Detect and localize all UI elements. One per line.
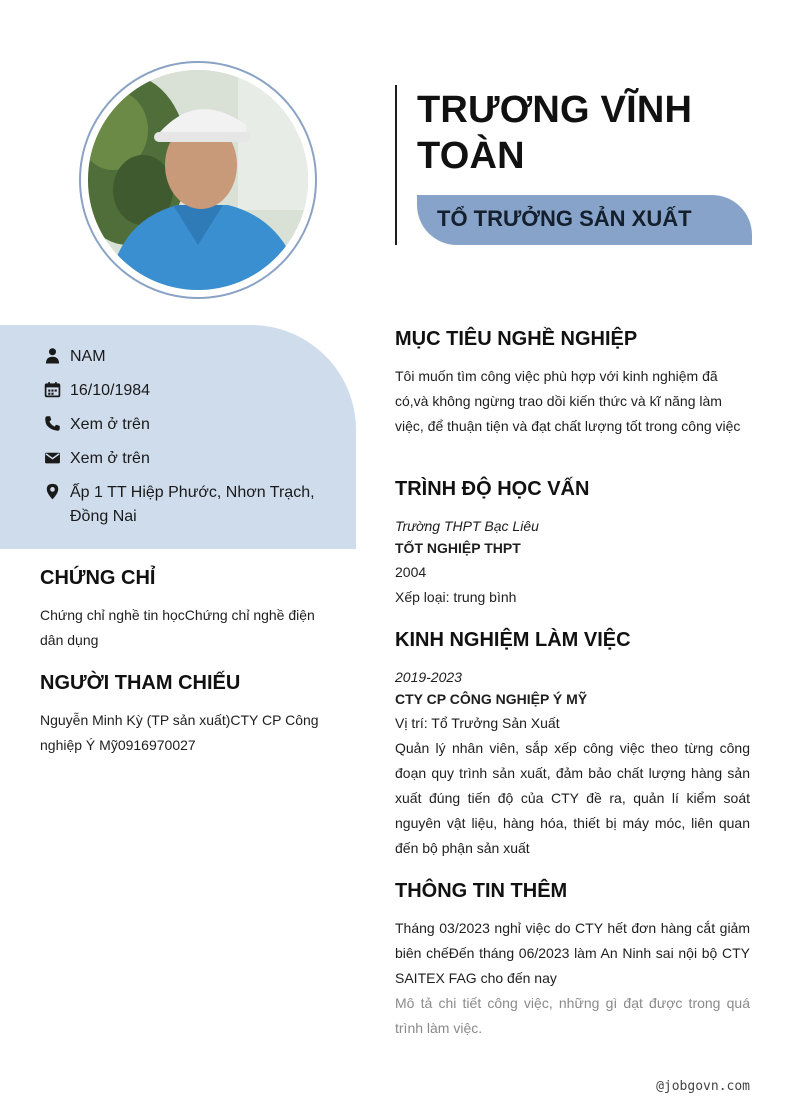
email-value: Xem ở trên [70, 450, 150, 467]
education-school: Trường THPT Bạc Liêu [395, 518, 539, 534]
gender-value: NAM [70, 348, 106, 365]
mail-icon [44, 449, 61, 466]
phone-icon [44, 415, 61, 432]
experience-company: CTY CP CÔNG NGHIỆP Ý MỸ [395, 691, 588, 707]
location-pin-icon [44, 483, 61, 500]
experience-heading: KINH NGHIỆM LÀM VIỆC [395, 629, 631, 651]
address-value: Ấp 1 TT Hiệp Phước, Nhơn Trạch, Đồng Nai [70, 484, 315, 525]
candidate-name: TRƯƠNG VĨNH TOÀN [417, 89, 693, 177]
experience-position: Vị trí: Tổ Trưởng Sản Xuất [395, 715, 560, 731]
objective-heading: MỤC TIÊU NGHỀ NGHIỆP [395, 328, 638, 350]
certificates-text: Chứng chỉ nghề tin họcChứng chỉ nghề điện dân dụng [40, 607, 315, 648]
additional-hint: Mô tả chi tiết công việc, những gì đạt được trong quá trình làm việc. [395, 995, 750, 1036]
certificates-heading: CHỨNG CHỈ [40, 567, 156, 589]
contact-email [44, 447, 320, 471]
job-title-badge [417, 195, 752, 245]
contact-gender [44, 345, 320, 369]
footer-watermark: @jobgovn.com [656, 1079, 750, 1094]
person-icon [44, 347, 61, 364]
job-title: TỔ TRƯỞNG SẢN XUẤT [437, 206, 692, 231]
education-heading: TRÌNH ĐỘ HỌC VẤN [395, 478, 590, 500]
birthday-value: 16/10/1984 [70, 382, 151, 399]
contact-address [44, 481, 320, 529]
education-degree: TỐT NGHIỆP THPT [395, 540, 521, 556]
avatar [88, 70, 308, 290]
calendar-icon [44, 381, 61, 398]
education-grade: Xếp loại: trung bình [395, 589, 517, 605]
objective-text: Tôi muốn tìm công việc phù hợp với kinh nghiệm đã có,và không ngừng trao dồi kiến thức và kĩ năng làm việc, để thuận tiện và đạt chất lượng tốt trong công việc [395, 368, 741, 434]
additional-heading: THÔNG TIN THÊM [395, 880, 568, 902]
avatar-photo [88, 70, 308, 290]
additional-text: Tháng 03/2023 nghỉ việc do CTY hết đơn hàng cắt giảm biên chếĐến tháng 06/2023 làm An Ninh sai nội bộ CTY SAITEX FAG cho đến nay [395, 920, 750, 986]
experience-description: Quản lý nhân viên, sắp xếp công việc theo từng công đoạn quy trình sản xuất, đảm bảo chất lượng hàng sản xuất đúng tiến độ của CTY đề ra, quản lí kiểm soát nguyên vật liệu, hàng hóa, thiết bị máy móc, liên quan đến bộ phận sản xuất [395, 740, 750, 856]
contact-phone [44, 413, 320, 437]
header-name-block [395, 85, 755, 245]
contact-birthday [44, 379, 320, 403]
phone-value: Xem ở trên [70, 416, 150, 433]
references-text: Nguyễn Minh Kỳ (TP sản xuất)CTY CP Công nghiệp Ý Mỹ0916970027 [40, 712, 319, 753]
references-heading: NGƯỜI THAM CHIẾU [40, 672, 241, 694]
experience-period: 2019-2023 [395, 669, 462, 685]
education-year: 2004 [395, 564, 427, 580]
